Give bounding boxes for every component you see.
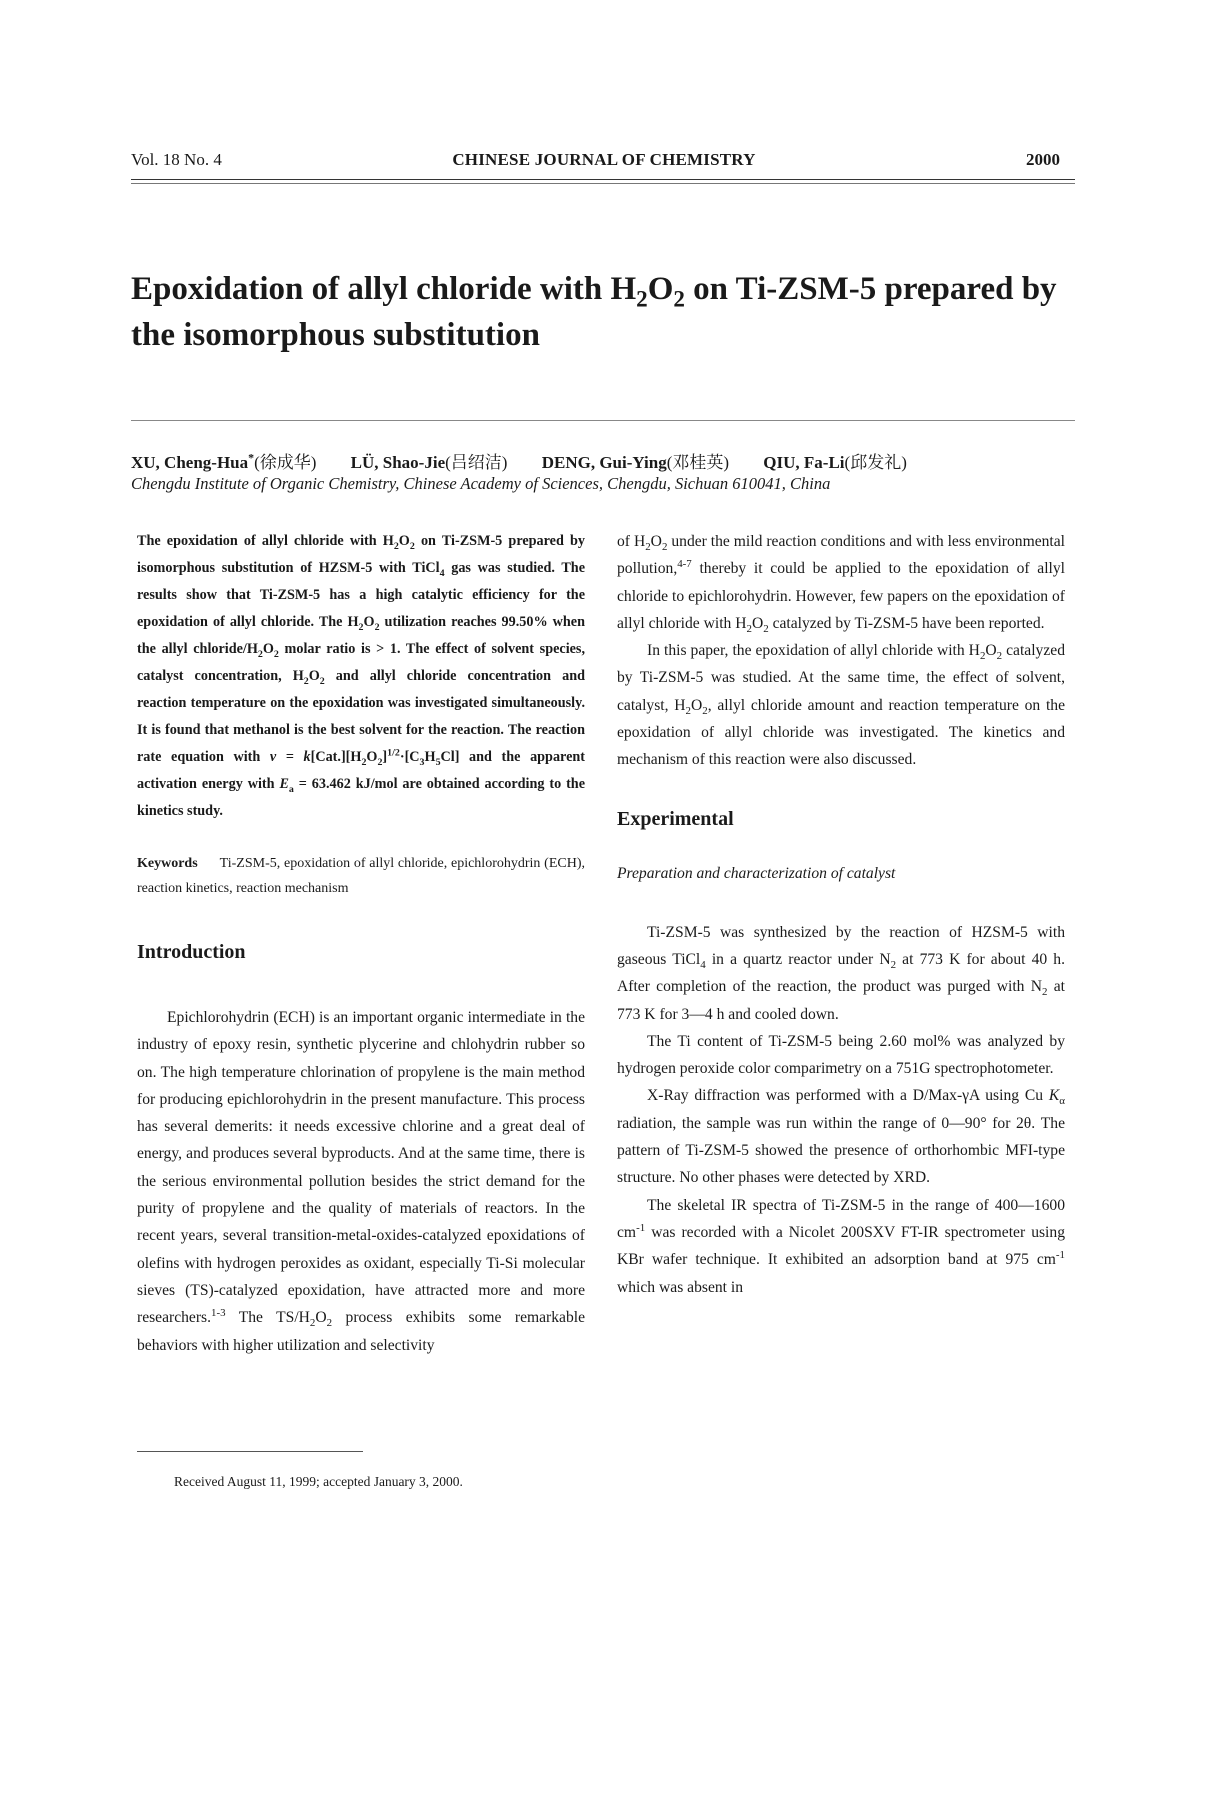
author: QIU, Fa-Li(邱发礼) bbox=[763, 453, 907, 472]
left-column bbox=[137, 528, 585, 1359]
subsection-heading: Preparation and characterization of catalyst bbox=[617, 864, 896, 882]
right-column bbox=[617, 528, 1065, 1301]
header-rule-thin bbox=[131, 183, 1075, 184]
author: DENG, Gui-Ying(邓桂英) bbox=[541, 453, 730, 472]
experimental-paragraph: X-Ray diffraction was performed with a D/Max-γA using Cu $K_\alpha$ radiation, the sample was run within the range of 0—90° for 2θ. The pattern of Ti-ZSM-5 showed the presence of orthorhombic MFI-type structure. No other phases were detected by XRD. bbox=[617, 1087, 1065, 1187]
experimental-paragraph: The Ti content of Ti-ZSM-5 being 2.60 mol% was analyzed by hydrogen peroxide color comparimetry on a 751G spectrophotometer. bbox=[617, 1032, 1065, 1078]
introduction-paragraph: Epichlorohydrin (ECH) is an important organic intermediate in the industry of epoxy resin, synthetic plycerine and chlohydrin rubber so on. The high temperature chlorination of propylene is the main method for producing epichlorohydrin in the present manufacture. This process has several demerits: it needs excessive chlorine and a great deal of energy, and produces several byproducts. And at the same time, there is the serious environmental pollution besides the strict demand for the purity of propylene and the quality of materials of reactors. In the recent years, several transition-metal-oxides-catalyzed epoxidations of olefins with hydrogen peroxides as oxidant, especially Ti-Si molecular sieves (TS)-catalyzed epoxidation, have attracted more and more researchers.$^{1-3}$ The $TS/H_2O_2$ process exhibits some remarkable behaviors with higher utilization and selectivity bbox=[137, 1009, 585, 1354]
keywords-text: Ti-ZSM-5, epoxidation of allyl chloride, epichlorohydrin (ECH), reaction kinetics, reaction mechanism bbox=[137, 856, 585, 896]
introduction-paragraph-continued: of $H_2O_2$ under the mild reaction conditions and with less environmental pollution,$^{4-7}$ thereby it could be applied to the epoxidation of allyl chloride to epichlorohydrin. However, few papers on the epoxidation of allyl chloride with $H_2O_2$ catalyzed by Ti-ZSM-5 have been reported. bbox=[617, 533, 1065, 635]
keywords bbox=[137, 851, 585, 901]
author: LÜ, Shao-Jie(吕绍洁) bbox=[350, 453, 508, 472]
experimental-paragraph: The skeletal IR spectra of Ti-ZSM-5 in the range of 400—1600 $cm^{-1}$ was recorded with a Nicolet 200SXV FT-IR spectrometer using KBr wafer technique. It exhibited an adsorption band at 975 $cm^{-1}$ which was absent in bbox=[617, 1196, 1065, 1296]
abstract: The epoxidation of allyl chloride with $H_2O_2$ on Ti-ZSM-5 prepared by isomorphous substitution of HZSM-5 with TiCl$_4$ gas was studied. The results show that Ti-ZSM-5 has a high catalytic efficiency for the epoxidation of allyl chloride. The $H_2O_2$ utilization reaches 99.50% when the allyl chloride/$H_2O_2$ molar ratio is > 1. The effect of solvent species, catalyst concentration, $H_2O_2$ and allyl chloride concentration and reaction temperature on the epoxidation was investigated simultaneously. It is found that methanol is the best solvent for the reaction. The reaction rate equation with $v = k[Cat.][H_2O_2]^{1/2}\cdot[C_3H_5Cl]$ and the apparent activation energy with $E_a = 63.462$ kJ/mol are obtained according to the kinetics study. bbox=[137, 533, 585, 819]
section-heading-introduction: Introduction bbox=[137, 941, 246, 963]
header-year: 2000 bbox=[1026, 150, 1060, 169]
received-date-footnote: Received August 11, 1999; accepted January 3, 2000. bbox=[174, 1474, 463, 1489]
header-volume: Vol. 18 No. 4 bbox=[131, 150, 222, 169]
keywords-label: Keywords bbox=[137, 856, 198, 871]
experimental-paragraph: Ti-ZSM-5 was synthesized by the reaction of HZSM-5 with gaseous TiCl$_4$ in a quartz reactor under $N_2$ at 773 K for about 40 h. After completion of the reaction, the product was purged with $N_2$ at 773 K for 3—4 h and cooled down. bbox=[617, 923, 1066, 1023]
title-divider bbox=[131, 420, 1075, 421]
affiliation: Chengdu Institute of Organic Chemistry, Chinese Academy of Sciences, Chengdu, Sichuan 610041, China bbox=[131, 474, 831, 493]
header-rule bbox=[131, 179, 1075, 180]
author: XU, Cheng-Hua*(徐成华) bbox=[131, 450, 317, 472]
introduction-paragraph: In this paper, the epoxidation of allyl chloride with $H_2O_2$ catalyzed by Ti-ZSM-5 was studied. At the same time, the effect of solvent, catalyst, $H_2O_2$, allyl chloride amount and reaction temperature on the epoxidation of allyl chloride was investigated. The kinetics and mechanism of this reaction were also discussed. bbox=[617, 642, 1066, 769]
footnote-rule bbox=[137, 1451, 363, 1452]
section-heading-experimental: Experimental bbox=[617, 807, 734, 830]
header-journal-name: CHINESE JOURNAL OF CHEMISTRY bbox=[452, 150, 756, 169]
article-title: Epoxidation of allyl chloride with $H_2O_2$ on Ti-ZSM-5 prepared by the isomorphous substitution bbox=[131, 271, 1057, 353]
author-list bbox=[131, 448, 1091, 473]
